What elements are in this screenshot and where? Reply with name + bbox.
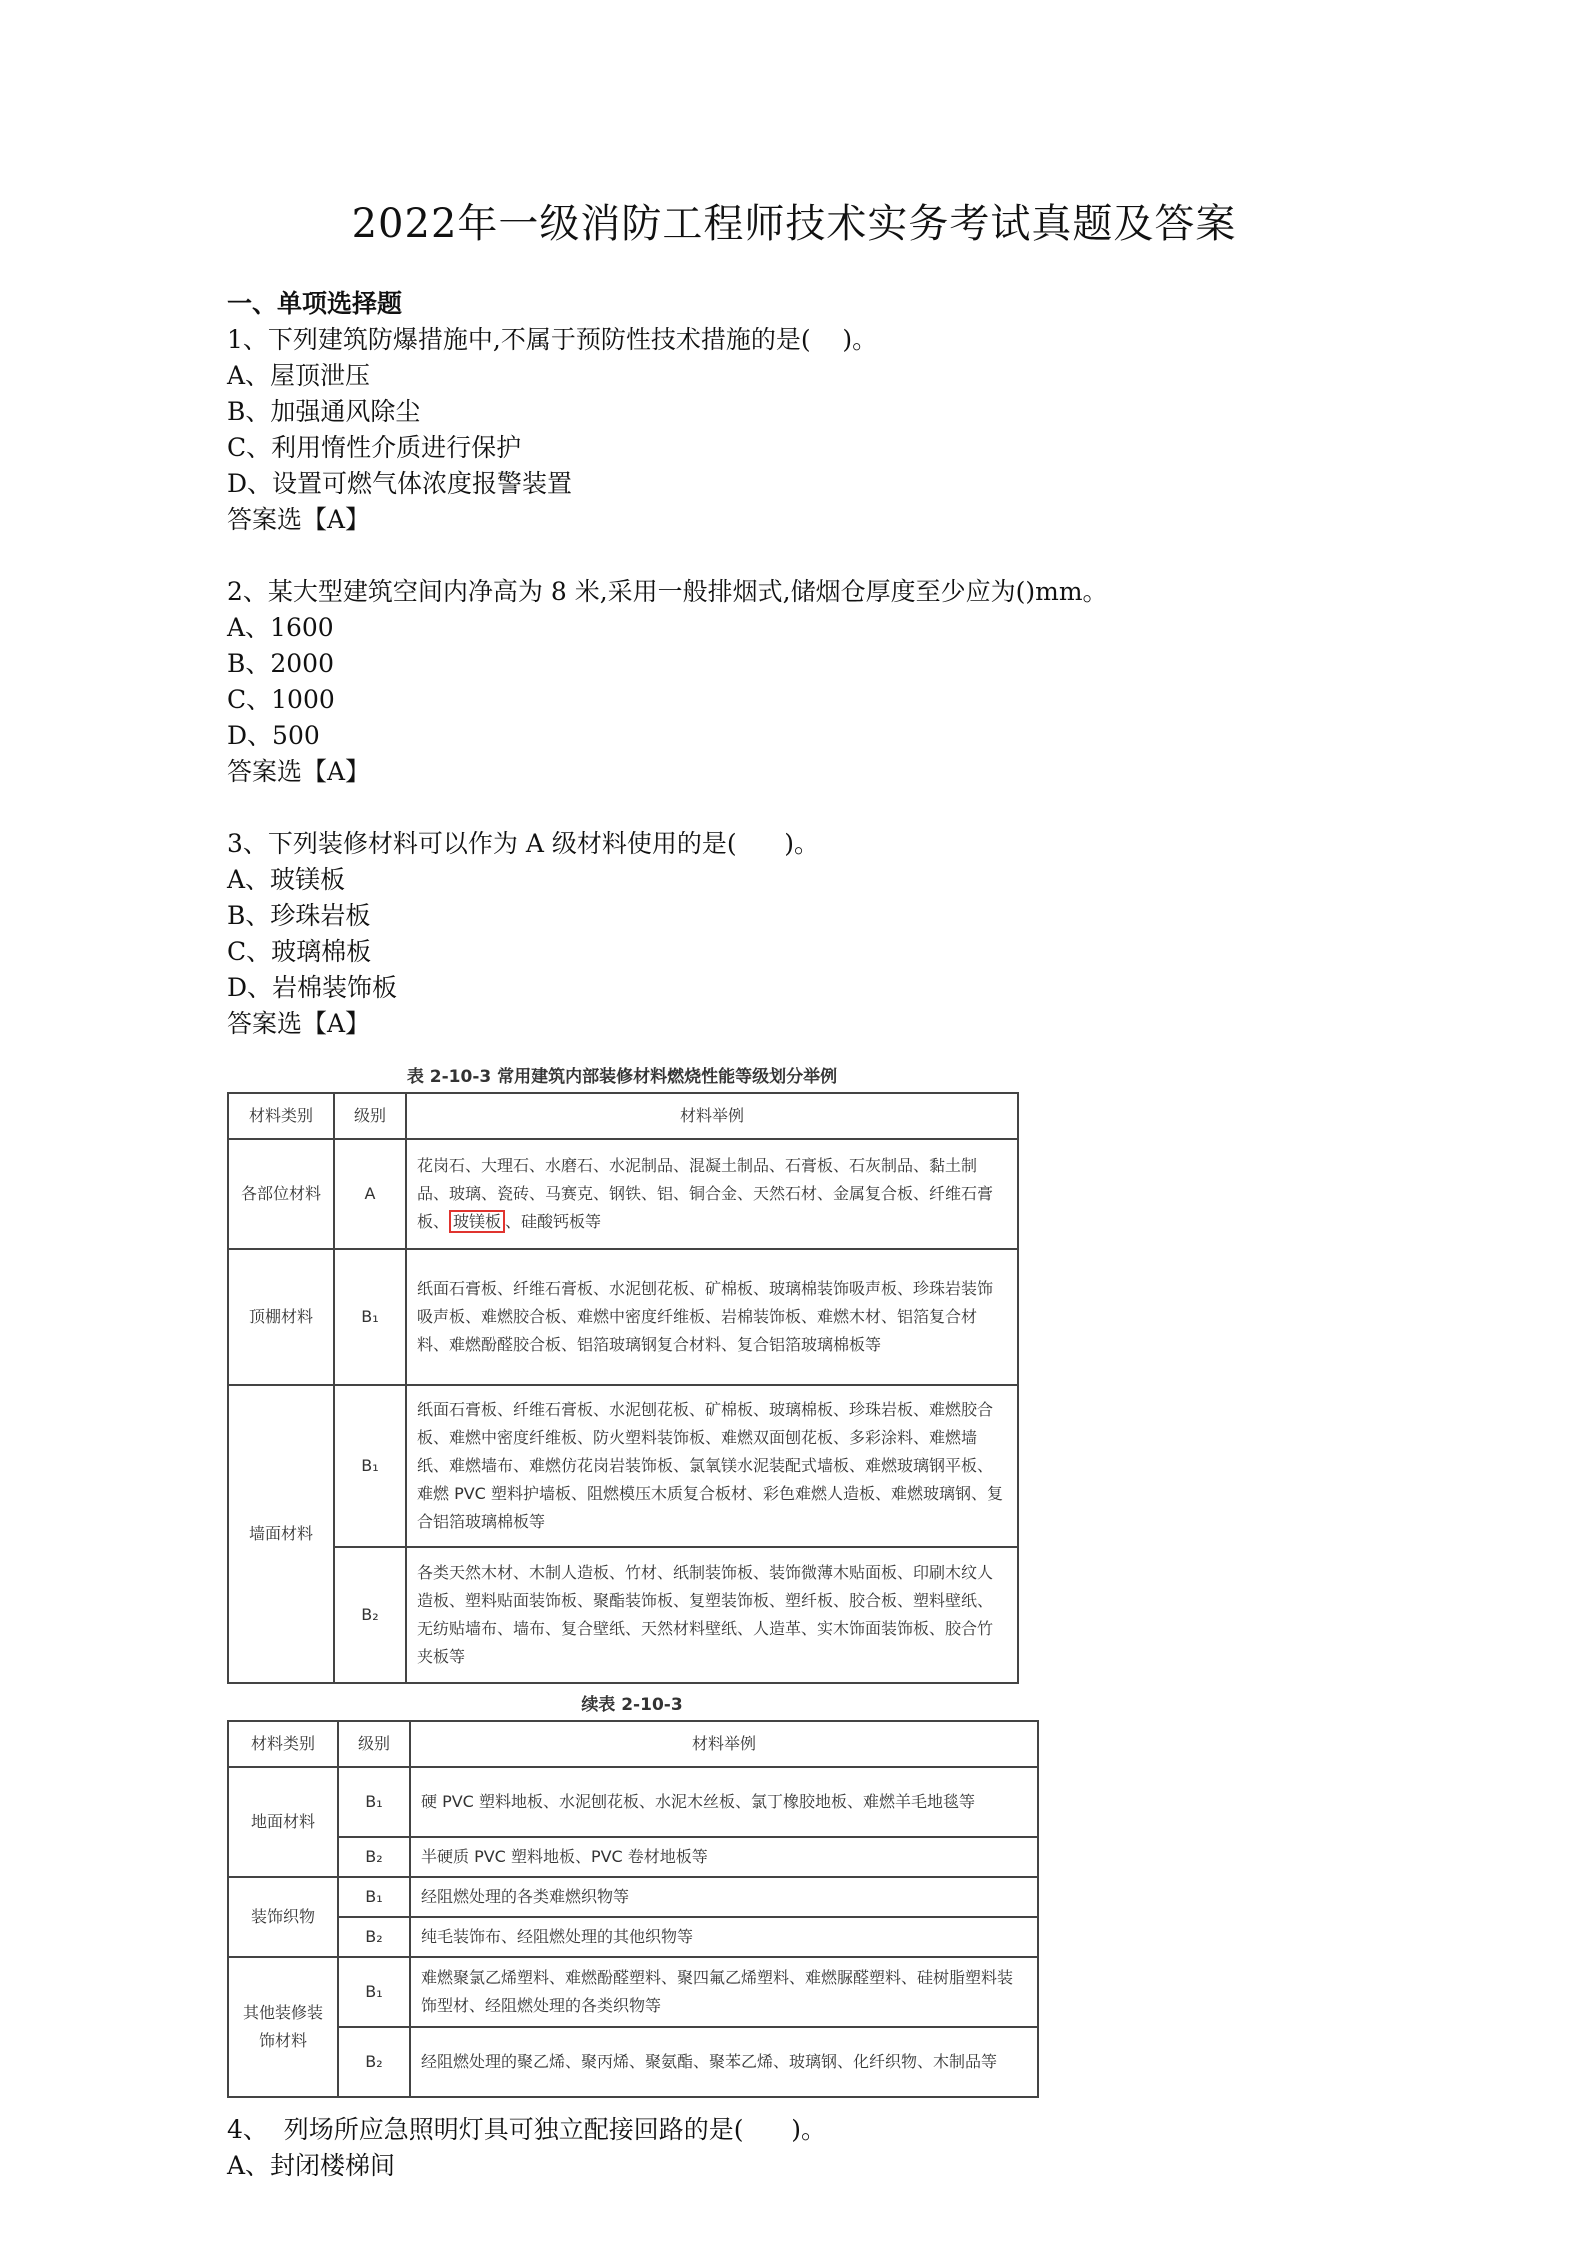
- option-c: C、1000: [227, 685, 335, 714]
- examples-text: 、硅酸钙板等: [505, 1212, 602, 1231]
- option-c: C、玻璃棉板: [227, 937, 372, 966]
- materials-table: [227, 1092, 1019, 1684]
- level-cell: B₂: [338, 1837, 410, 1877]
- level-cell: B₂: [338, 1917, 410, 1957]
- table-caption: 表 2-10-3 常用建筑内部装修材料燃烧性能等级划分举例: [406, 1067, 838, 1087]
- level-cell: B₂: [338, 2027, 410, 2097]
- table-header-row: [228, 1721, 1038, 1767]
- category-cell: 装饰织物: [228, 1877, 338, 1957]
- option-d: D、设置可燃气体浓度报警装置: [227, 469, 573, 498]
- option-b: B、2000: [227, 649, 334, 678]
- examples-cell: 硬 PVC 塑料地板、水泥刨花板、水泥木丝板、氯丁橡胶地板、难燃羊毛地毯等: [410, 1767, 1038, 1837]
- question-block: [227, 322, 1367, 538]
- question-text: 3、下列装修材料可以作为 A 级材料使用的是( )。: [227, 829, 820, 858]
- table-row: [228, 1249, 1018, 1385]
- level-cell: B₂: [334, 1547, 406, 1683]
- examples-cell: 经阻燃处理的聚乙烯、聚丙烯、聚氨酯、聚苯乙烯、玻璃钢、化纤织物、木制品等: [410, 2027, 1038, 2097]
- header-examples: 材料举例: [406, 1093, 1018, 1139]
- level-cell: B₁: [338, 1957, 410, 2027]
- section-heading: 一、单项选择题: [227, 289, 403, 318]
- option-a: A、屋顶泄压: [227, 361, 371, 390]
- level-cell: B₁: [334, 1249, 406, 1385]
- question-text: 1、下列建筑防爆措施中,不属于预防性技术措施的是( )。: [227, 325, 878, 354]
- option-a: A、玻镁板: [227, 865, 346, 894]
- header-level: 级别: [338, 1721, 410, 1767]
- question-text: 4、 列场所应急照明灯具可独立配接回路的是( )。: [227, 2115, 826, 2144]
- level-cell: B₁: [338, 1877, 410, 1917]
- option-b: B、加强通风除尘: [227, 397, 421, 426]
- table-row: [228, 1877, 1038, 1917]
- level-cell: A: [334, 1139, 406, 1249]
- question-text: 2、某大型建筑空间内净高为 8 米,采用一般排烟式,储烟仓厚度至少应为()mm。: [227, 577, 1108, 606]
- highlighted-answer: 玻镁板: [449, 1210, 505, 1233]
- option-c: C、利用惰性介质进行保护: [227, 433, 522, 462]
- examples-cell: 经阻燃处理的各类难燃织物等: [410, 1877, 1038, 1917]
- question-block: [227, 574, 1367, 790]
- table-row: [228, 1385, 1018, 1547]
- examples-cell: 纯毛装饰布、经阻燃处理的其他织物等: [410, 1917, 1038, 1957]
- header-examples: 材料举例: [410, 1721, 1038, 1767]
- level-cell: B₁: [334, 1385, 406, 1547]
- question-block: [227, 826, 1367, 1042]
- table-header-row: [228, 1093, 1018, 1139]
- examples-cell: 各类天然木材、木制人造板、竹材、纸制装饰板、装饰微薄木贴面板、印刷木纹人造板、塑料贴面装饰板、聚酯装饰板、复塑装饰板、塑纤板、胶合板、塑料壁纸、无纺贴墙布、墙布、复合壁纸、天然材料壁纸、人造革、实木饰面装饰板、胶合竹夹板等: [406, 1547, 1018, 1683]
- table-row: [228, 2027, 1038, 2097]
- option-d: D、500: [227, 721, 320, 750]
- header-category: 材料类别: [228, 1721, 338, 1767]
- answer-line: 答案选【A】: [227, 1009, 371, 1038]
- level-cell: B₁: [338, 1767, 410, 1837]
- option-a: A、1600: [227, 613, 334, 642]
- category-cell: 地面材料: [228, 1767, 338, 1877]
- examples-text: 花岗石、大理石、水磨石、水泥制品、混凝土制品、石膏板、石灰制品、黏土制品、玻璃、瓷砖、马赛克、钢铁、铝、铜合金、天然石材、金属复合板、纤维石膏板、: [417, 1156, 994, 1231]
- table-row: [228, 1139, 1018, 1249]
- table-row: [228, 1547, 1018, 1683]
- examples-cell: [406, 1139, 1018, 1249]
- table-row: [228, 1957, 1038, 2027]
- table-row: [228, 1917, 1038, 1957]
- option-b: B、珍珠岩板: [227, 901, 371, 930]
- category-cell: 各部位材料: [228, 1139, 334, 1249]
- answer-line: 答案选【A】: [227, 757, 371, 786]
- option-a: A、封闭楼梯间: [227, 2151, 396, 2180]
- table-caption: 续表 2-10-3: [581, 1695, 683, 1715]
- examples-cell: 难燃聚氯乙烯塑料、难燃酚醛塑料、聚四氟乙烯塑料、难燃脲醛塑料、硅树脂塑料装饰型材、经阻燃处理的各类织物等: [410, 1957, 1038, 2027]
- header-level: 级别: [334, 1093, 406, 1139]
- category-cell: 顶棚材料: [228, 1249, 334, 1385]
- option-d: D、岩棉装饰板: [227, 973, 398, 1002]
- category-cell: 其他装修装饰材料: [228, 1957, 338, 2097]
- examples-cell: 纸面石膏板、纤维石膏板、水泥刨花板、矿棉板、玻璃棉装饰吸声板、珍珠岩装饰吸声板、难燃胶合板、难燃中密度纤维板、岩棉装饰板、难燃木材、铝箔复合材料、难燃酚醛胶合板、铝箔玻璃钢复合材料、复合铝箔玻璃棉板等: [406, 1249, 1018, 1385]
- question-content: [227, 286, 1367, 1042]
- page-title: 2022年一级消防工程师技术实务考试真题及答案: [351, 201, 1237, 247]
- materials-table-continued: [227, 1720, 1039, 2098]
- category-cell: 墙面材料: [228, 1385, 334, 1683]
- header-category: 材料类别: [228, 1093, 334, 1139]
- table-row: [228, 1767, 1038, 1837]
- examples-cell: 纸面石膏板、纤维石膏板、水泥刨花板、矿棉板、玻璃棉板、珍珠岩板、难燃胶合板、难燃中密度纤维板、防火塑料装饰板、难燃双面刨花板、多彩涂料、难燃墙纸、难燃墙布、难燃仿花岗岩装饰板、氯氧镁水泥装配式墙板、难燃玻璃钢平板、难燃 PVC 塑料护墙板、阻燃模压木质复合板材、彩色难燃人造板、难燃玻璃钢、复合铝箔玻璃棉板等: [406, 1385, 1018, 1547]
- examples-cell: 半硬质 PVC 塑料地板、PVC 卷材地板等: [410, 1837, 1038, 1877]
- answer-line: 答案选【A】: [227, 505, 371, 534]
- table-row: [228, 1837, 1038, 1877]
- question-block: [227, 2112, 1367, 2184]
